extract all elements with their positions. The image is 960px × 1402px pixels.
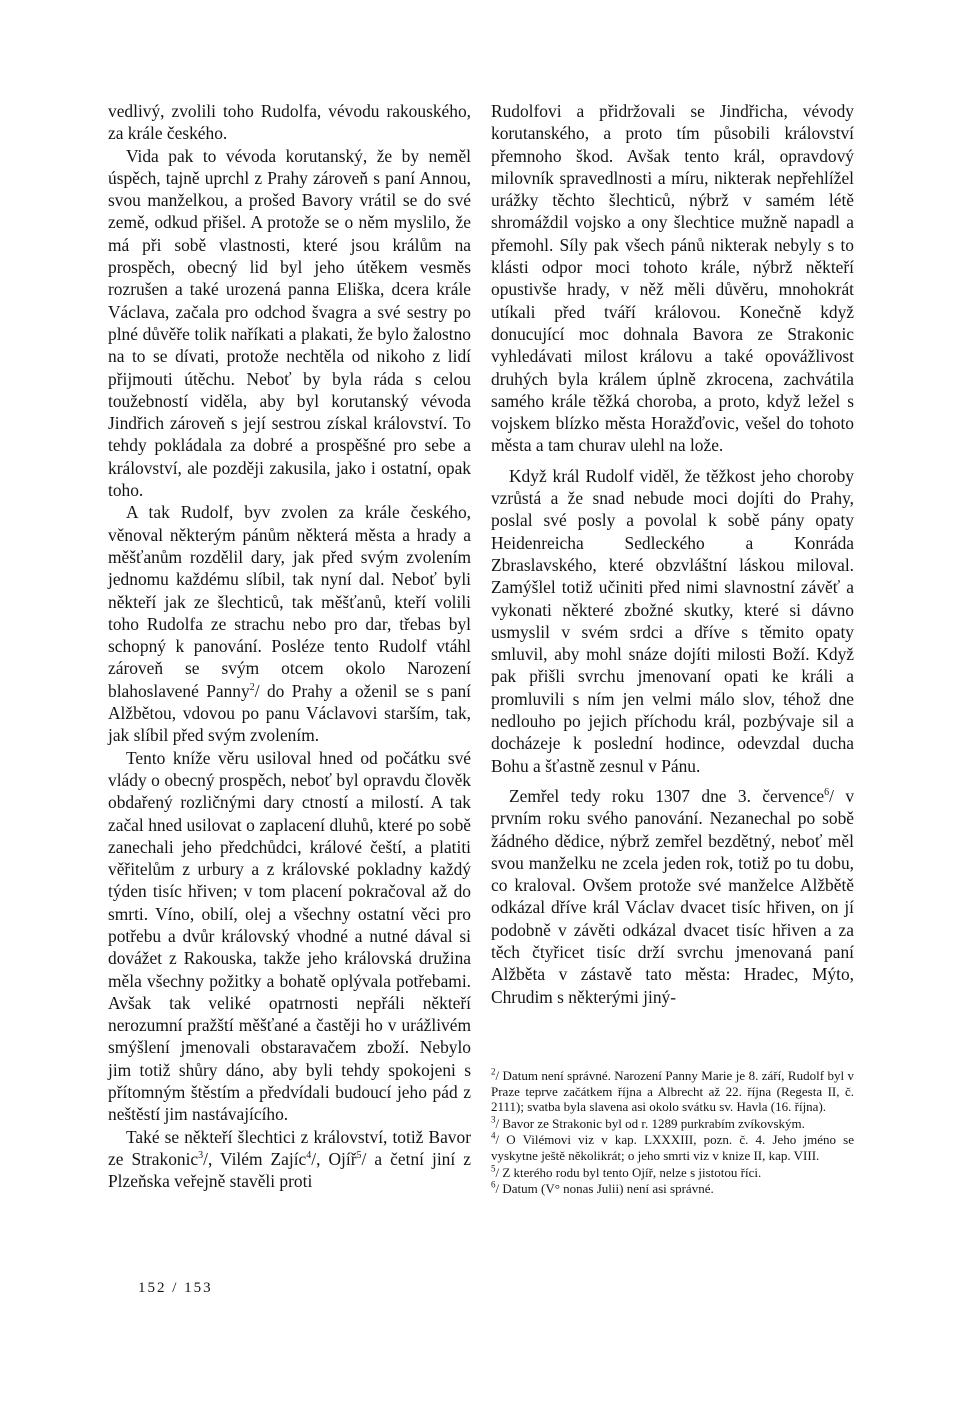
footnote-text: / Datum (V° nonas Julii) není asi správné.: [495, 1181, 714, 1197]
footnote-ref: 2: [249, 681, 255, 693]
footnote-text: / Bavor ze Strakonic byl od r. 1289 purkrabím zvíkovským.: [495, 1115, 805, 1131]
footnote: [491, 1068, 854, 1115]
paragraph-text: / v prvním roku svého panování. Nezanechal po sobě žádného dědice, nýbrž zemřel bezdětný, neboť měl svou manželku ne zcela jeden rok, totiž po tu dobu, co kraloval. Ovšem protože své manželce Alžbětě odkázal dříve král Václav dvacet tisíc hřiven, on jí podobně v závěti odkázal dvacet tisíc hřiven a za těch čtyřicet tisíc drží svrchu jmenovaná paní Alžběta v zástavě tato města: Hradec, Mýto, Chrudim s některými jiný-: [491, 785, 855, 1007]
paragraph-text: / do Prahy a oženil se s paní Alžbětou, vdovou po panu Václavovi starším, tak, jak slíbil před svým zvolením.: [108, 680, 471, 746]
footnote: [491, 1165, 854, 1181]
footnote-ref: 3: [198, 1150, 204, 1162]
footnote-text: / Z kterého rodu byl tento Ojíř, nelze s jistotou říci.: [495, 1164, 762, 1180]
footnote-mark: 2: [491, 1066, 496, 1077]
paragraph: Tento kníže věru usiloval hned od počátku své vlády o obecný prospěch, neboť byl opravdu člověk obdařený rozličnými dary ctností a milostí. A tak začal hned usilovat o zaplacení dluhů, které po sobě zanechali jeho předchůdci, králové čeští, a platiti věřitelům z urbury a z královské pokladny každý týden tisíc hřiven; v tom placení pokračoval až do smrti. Víno, obilí, olej a všechny ostatní věci pro potřebu a dvůr královský vhodné a nutné dával si dovážet z Rakouska, takže jeho královská družina měla všechny požitky a bohatě oplývala potřebami. Avšak tak veliké opatrnosti nepřáli někteří nerozumní pražští měšťané a častěji ho v urážlivém smýšlení jmenovali obstaravačem zboží. Nebylo jim totiž shůry dáno, aby byli tehdy spokojeni s přítomným štěstím a předvídali budoucí jeho pád z neštěstí jim nastávajícího.: [108, 747, 471, 1125]
footnote-text: / Datum není správné. Narození Panny Marie je 8. září, Rudolf byl v Praze teprve začátkem října a Albrecht až 22. října (Regesta II, č. 2111); svatba byla slavena asi okolo svátku sv. Havla (16. října).: [491, 1068, 854, 1115]
paragraph: [108, 1126, 471, 1193]
footnotes: [491, 1068, 854, 1198]
paragraph: Vida pak to vévoda korutanský, že by neměl úspěch, tajně uprchl z Prahy zároveň s paní Annou, svou manželkou, a prošed Bavory vrátil se do své země, odkud přišel. A protože se o něm myslilo, že má při sobě vlastnosti, které jsou králům na prospěch, obecný lid byl jeho útěkem vesměs rozrušen a také urozená panna Eliška, dcera krále Václava, začala pro odchod švagra a své sestry po plné důvěře tolik naříkati a plakati, že bylo žalostno na to se dívati, protože nechtěla od nikoho z lidí přijmouti útěchu. Neboť by byla ráda s celou toužebností viděla, aby byl korutanský vévoda Jindřich zároveň s její sestrou získal království. To tehdy pokládala za dobré a prospěšné pro sebe a království, ale později zakusila, jako i ostatní, opak toho.: [108, 145, 471, 501]
paragraph-text: /, Ojíř: [311, 1148, 357, 1169]
page-number: 152 / 153: [138, 1280, 213, 1296]
footnote: [491, 1116, 854, 1132]
right-column: [491, 100, 854, 1008]
left-column: [108, 100, 471, 1193]
footnote-ref: 5: [356, 1150, 362, 1162]
footnote-mark: 6: [491, 1179, 496, 1190]
footnote-ref: 6: [824, 787, 830, 799]
paragraph: vedlivý, zvolili toho Rudolfa, vévodu rakouského, za krále českého.: [108, 101, 471, 144]
footnote: [491, 1132, 854, 1163]
footnote-text: / O Vilémovi viz v kap. LXXXIII, pozn. č. 4. Jeho jméno se vyskytne ještě několikrát; o jeho smrti viz v knize II, kap. VIII.: [491, 1132, 854, 1163]
paragraph: Rudolfovi a přidržovali se Jindřicha, vévody korutanského, a proto tím působili království přemnoho škod. Avšak tento král, opravdový milovník spravedlnosti a míru, nikterak nepřehlížel urážky těchto šlechticů, nýbrž v samém létě shromáždil vojsko a ony šlechtice mužně napadl a přemohl. Síly pak všech pánů nikterak nebyly s to klásti odpor moci tohoto krále, nýbrž někteří opustivše hrady, v něž měli důvěru, mnohokrát utíkali před tváří královou. Konečně když donucující moc dohnala Bavora ze Strakonic vyhledávati milost královu a také opovážlivost druhých byla králem úplně zkrocena, zachvátila samého krále těžká choroba, a proto, když ležel s vojskem blízko města Horažďovic, vešel do tohoto města a tam churav ulehl na lože.: [491, 101, 854, 456]
paragraph: [108, 501, 471, 746]
paragraph-text: / a četní jiní z Plzeňska veřejně stavěli proti: [108, 1148, 471, 1192]
paragraph-text: A tak Rudolf, byv zvolen za krále českého, věnoval některým pánům některá města a hrady a měšťanům rozdělil dary, jak před svým zvolením jednomu každému slíbil, tak nyní dal. Neboť byli někteří jak ze šlechticů, tak měšťanů, kteří volili toho Rudolfa ze strachu nebo pro dar, třebas byl schopný k panování. Posléze tento Rudolf vtáhl zároveň se svým otcem okolo Narození blahoslavené Panny: [108, 502, 471, 701]
footnote-mark: 5: [491, 1163, 496, 1174]
paragraph-text: /, Vilém Zajíc: [203, 1148, 307, 1169]
paragraph-text: Zemřel tedy roku 1307 dne 3. července: [509, 785, 825, 806]
footnote-ref: 4: [306, 1150, 312, 1162]
footnote-mark: 3: [491, 1114, 496, 1125]
paragraph: Když král Rudolf viděl, že těžkost jeho choroby vzrůstá a že snad nebude moci dojíti do Prahy, poslal své posly a povolal k sobě pány opaty Heidenreicha Sedleckého a Konráda Zbraslavského, které obzvláštní láskou miloval. Zamýšlel totiž učiniti před nimi slavnostní závěť a vykonati některé zbožné skutky, které si dávno usmyslil v svém srdci a dříve s těmito opaty smluvil, aby mohl snáze dojíti milosti Boží. Když pak přišli svrchu jmenovaní opati ke králi a promluvili s ním jen velmi málo slov, téhož dne nedlouho po jejich příchodu král, pozbývaje sil a docházeje k poslední hodince, odevzdal ducha Bohu a šťastně zesnul v Pánu.: [491, 465, 854, 776]
footnote: [491, 1181, 854, 1197]
paragraph-text: Také se někteří šlechtici z království, totiž Bavor ze Strakonic: [108, 1126, 471, 1169]
footnote-mark: 4: [491, 1131, 496, 1142]
paragraph: [491, 785, 854, 1008]
